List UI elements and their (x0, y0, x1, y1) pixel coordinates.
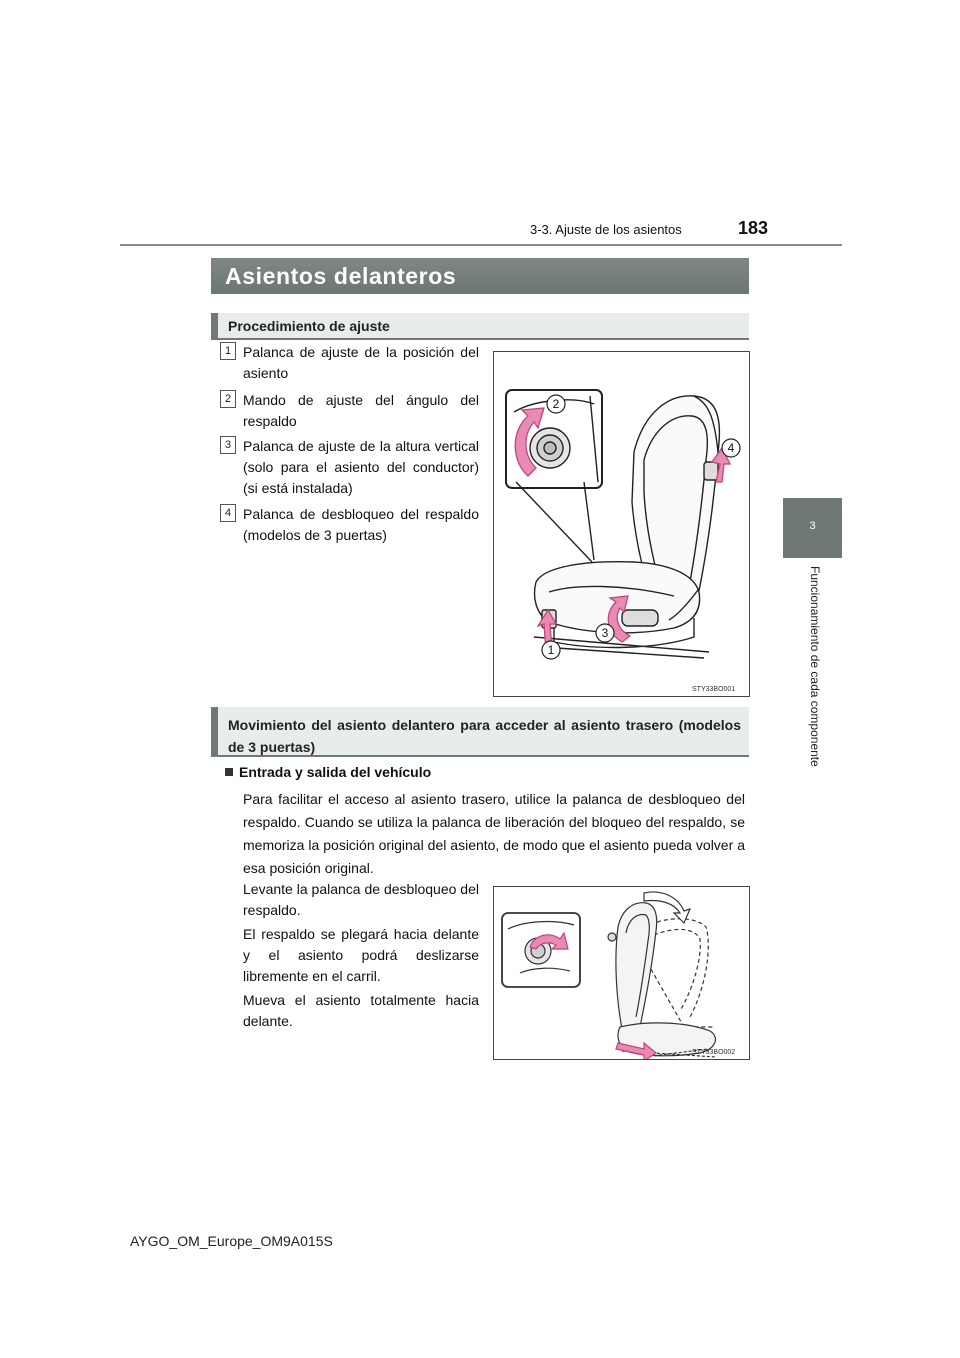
figure-code: STY33BO002 (692, 1049, 736, 1056)
bullet-square-icon (225, 768, 233, 776)
item-number-badge: 4 (220, 504, 236, 522)
chapter-title: Funcionamiento de cada componente (808, 566, 822, 767)
step-text: Levante la palanca de desbloqueo del respaldo. (243, 881, 479, 918)
page-title-bar (211, 258, 749, 294)
chapter-tab (783, 498, 842, 558)
step-instructions (243, 879, 479, 1035)
callout-2: 2 (552, 397, 560, 411)
bullet-heading-text: Entrada y salida del vehículo (239, 764, 432, 780)
body-paragraph: Para facilitar el acceso al asiento trasero, utilice la palanca de desbloqueo del respaldo. Cuando se utiliza la palanca de liberación del bloqueo del respaldo, se memoriza la posición original del asiento, de modo que el asiento pueda volver a esa posición original. (243, 791, 745, 876)
callout-4: 4 (727, 441, 735, 455)
subsection-heading-rear-access (211, 707, 749, 757)
callout-3: 3 (601, 626, 609, 640)
item-number-badge: 2 (220, 390, 236, 408)
step-text: Mueva el asiento totalmente hacia delante. (243, 992, 479, 1029)
item-number-badge: 1 (220, 342, 236, 360)
callout-1: 1 (547, 643, 555, 657)
seat-adjustment-illustration (494, 352, 749, 696)
seat-fold-figure (493, 886, 750, 1060)
subsection-title: Procedimiento de ajuste (228, 318, 390, 334)
footer-doc-id: AYGO_OM_Europe_OM9A015S (130, 1233, 333, 1249)
figure-code: STY33BO001 (692, 686, 736, 693)
list-item-text: Palanca de desbloqueo del respaldo (modelos de 3 puertas) (243, 506, 479, 543)
list-item-text: Mando de ajuste del ángulo del respaldo (243, 392, 479, 429)
chapter-number: 3 (809, 520, 816, 532)
page-title: Asientos delanteros (225, 263, 457, 289)
subsection-heading-adjustment (211, 313, 749, 340)
section-header: 3-3. Ajuste de los asientos (530, 222, 682, 237)
subsection-title: Movimiento del asiento delantero para acceder al asiento trasero (modelos de 3 puertas) (228, 717, 741, 755)
seat-fold-illustration (494, 887, 749, 1059)
seat-adjustment-figure (493, 351, 750, 697)
page-number: 183 (738, 218, 769, 238)
bullet-heading (225, 764, 431, 780)
list-item-text: Palanca de ajuste de la altura vertical (solo para el asiento del conductor) (si está instalada) (243, 438, 479, 496)
list-item-text: Palanca de ajuste de la posición del asiento (243, 344, 479, 381)
item-number-badge: 3 (220, 436, 236, 454)
header-divider (120, 244, 842, 246)
step-text: El respaldo se plegará hacia delante y el asiento podrá deslizarse libremente en el carril. (243, 926, 479, 984)
